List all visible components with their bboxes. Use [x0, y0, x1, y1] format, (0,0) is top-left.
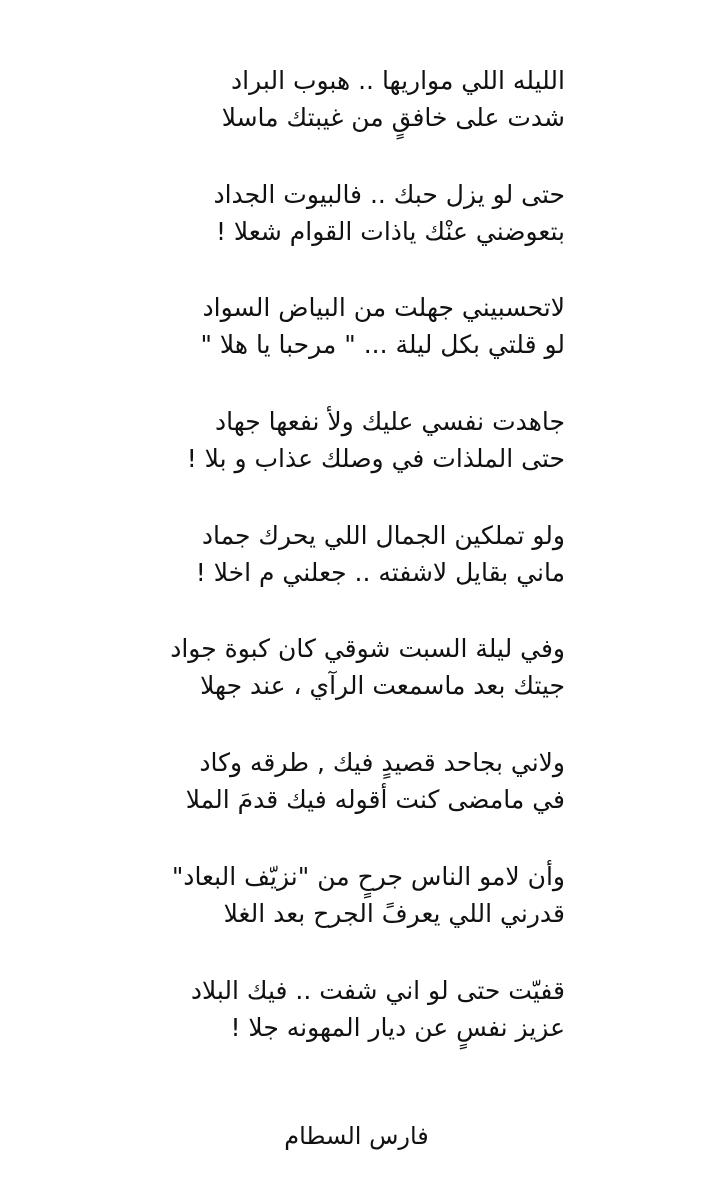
- poem-line: لو قلتي بكل ليلة ... " مرحبا يا هلا ": [200, 330, 565, 360]
- poem-line: بتعوضني عنْك ياذات القوام شعلا !: [215, 216, 565, 246]
- poem-line: قفيّت حتى لو اني شفت .. فيك البلاد: [190, 975, 565, 1005]
- poem-line: الليله اللي مواريها .. هبوب البراد: [231, 66, 565, 95]
- stanza-9: [0, 972, 713, 1086]
- poem-line: شدت على خافقٍ من غيبتك ماسلا: [221, 103, 565, 132]
- poem-line: لاتحسبيني جهلت من البياض السواد: [202, 293, 565, 323]
- stanza-4: [0, 403, 713, 517]
- stanza-1: [0, 62, 713, 176]
- poem-line: في مامضى كنت أقوله فيك قدمَ الملا: [185, 785, 565, 815]
- poem-line: جيتك بعد ماسمعت الرآي ، عند جهلا: [200, 671, 565, 701]
- poem-line: جاهدت نفسي عليك ولأ نفعها جهاد: [214, 407, 565, 437]
- poem-line: ولاني بجاحد قصيدٍ فيك , طرقه وكاد: [199, 748, 565, 778]
- poet-signature: فارس السطام: [284, 1122, 429, 1150]
- stanza-5: [0, 517, 713, 631]
- stanza-2: [0, 176, 713, 290]
- poem-line: عزيز نفسٍ عن ديار المهونه جلا !: [230, 1012, 565, 1042]
- poem-line: ماني بقايل لاشفته .. جعلني م اخلا !: [195, 557, 565, 587]
- poem-line: ولو تملكين الجمال اللي يحرك جماد: [201, 520, 565, 550]
- poem: [0, 62, 713, 1085]
- poem-line: حتى الملذات في وصلك عذاب و بلا !: [186, 444, 565, 474]
- poem-line: حتى لو يزل حبك .. فالبيوت الجداد: [213, 179, 565, 209]
- stanza-8: [0, 858, 713, 972]
- stanza-3: [0, 289, 713, 403]
- poem-line: قدرني اللي يعرفً الجرح بعد الغلا: [223, 898, 565, 928]
- poem-line: وفي ليلة السبت شوقي كان كبوة جواد: [170, 634, 565, 664]
- poem-line: وأن لامو الناس جرحٍ من "نزيّف البعاد": [171, 861, 565, 891]
- stanza-6: [0, 630, 713, 744]
- stanza-7: [0, 744, 713, 858]
